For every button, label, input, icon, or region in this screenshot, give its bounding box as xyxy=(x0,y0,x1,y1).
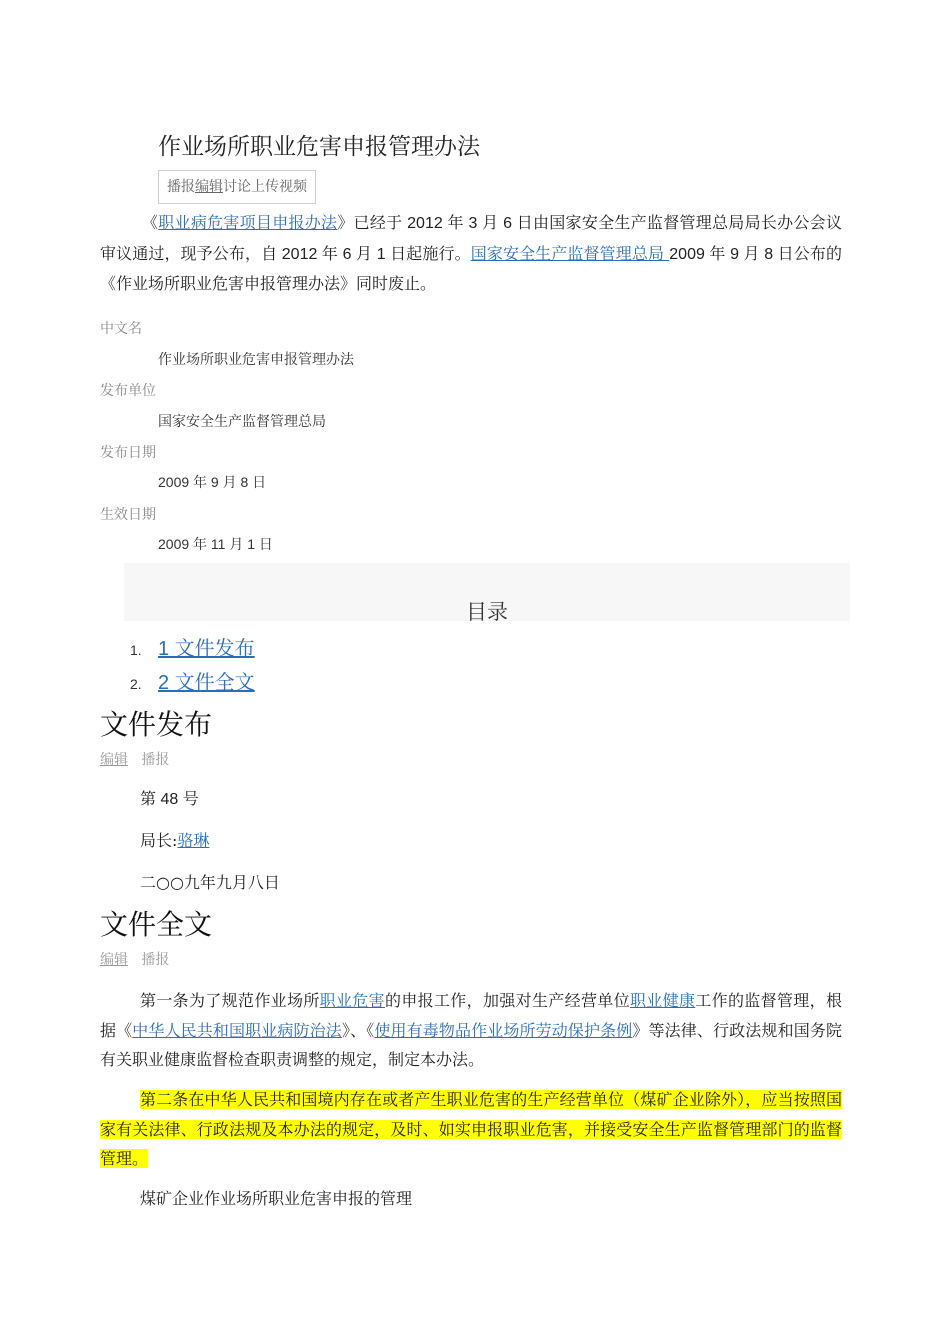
link-occupational-health[interactable]: 职业健康 xyxy=(629,991,696,1010)
toc-link-fulltext[interactable]: 2 文件全文 xyxy=(158,672,255,694)
intro-text: 》已经于 2012 年 3 月 6 日由国家安全生产监督管理总局局长办公会议审议通过，现予公布，自 2012 年 6 月 1 日起施行。 xyxy=(100,215,842,263)
play-button[interactable]: 播报 xyxy=(141,752,170,768)
article-text: 工作的监督管理，根据《 xyxy=(100,991,842,1040)
page-title: 作业场所职业危害申报管理办法 xyxy=(158,134,480,160)
section-actions xyxy=(100,949,169,969)
edit-link[interactable]: 编辑 xyxy=(100,752,128,768)
toc-item[interactable] xyxy=(130,632,255,661)
article-text: 第一条为了规范作业场所 xyxy=(140,991,320,1010)
intro-paragraph xyxy=(100,208,842,300)
play-button[interactable]: 播报 xyxy=(141,952,170,968)
link-occupational-disease-law[interactable]: 中华人民共和国职业病防治法 xyxy=(132,1020,342,1040)
article-1 xyxy=(100,986,842,1075)
info-value: 国家安全生产监督管理总局 xyxy=(158,414,326,430)
toc-index: 1. xyxy=(130,642,142,658)
info-key: 生效日期 xyxy=(100,507,156,523)
intro-text: 2009 年 9 月 8 日公布的《作业场所职业危害申报管理办法》同时废止。 xyxy=(100,245,842,293)
toc-item[interactable] xyxy=(130,666,255,695)
article-text: 的申报工作，加强对生产经营单位 xyxy=(384,991,630,1010)
info-value: 作业场所职业危害申报管理办法 xyxy=(158,352,354,368)
intro-text: 《 xyxy=(142,213,159,232)
section-heading-fulltext: 文件全文 xyxy=(100,908,213,941)
toc-link-publish[interactable]: 1 文件发布 xyxy=(158,638,255,660)
publish-date: 二○○九年九月八日 xyxy=(140,873,280,892)
section-actions xyxy=(100,749,169,769)
info-key: 发布单位 xyxy=(100,383,156,399)
toolbar xyxy=(158,170,316,204)
upload-video-button[interactable]: 上传视频 xyxy=(251,179,307,195)
director-line xyxy=(140,828,209,851)
discuss-button[interactable]: 讨论 xyxy=(223,179,251,195)
highlighted-text: 第二条在中华人民共和国境内存在或者产生职业危害的生产经营单位（煤矿企业除外），应当按照国家有关法律、行政法规及本办法的规定，及时、如实申报职业危害，并接受安全生产监督管理部门的监督管理。 xyxy=(100,1090,842,1168)
info-key: 发布日期 xyxy=(100,445,156,461)
info-key: 中文名 xyxy=(100,321,142,337)
link-occupational-hazard[interactable]: 职业危害 xyxy=(319,991,385,1010)
info-value: 2009 年 9 月 8 日 xyxy=(158,474,267,490)
article-2 xyxy=(100,1085,842,1174)
doc-number: 第 48 号 xyxy=(140,791,199,808)
director-label: 局长: xyxy=(140,831,178,850)
section-heading-publish: 文件发布 xyxy=(100,708,213,741)
director-link[interactable]: 骆琳 xyxy=(177,831,210,850)
intro-link-safety-admin[interactable]: 国家安全生产监督管理总局 xyxy=(470,243,670,263)
article-3: 煤矿企业作业场所职业危害申报的管理 xyxy=(140,1189,413,1208)
link-toxic-substances-regulation[interactable]: 使用有毒物品作业场所劳动保护条例 xyxy=(374,1020,633,1040)
article-text: 》等法律、行政法规和国务院有关职业健康监督检查职责调整的规定，制定本办法。 xyxy=(100,1020,842,1069)
toc-title: 目录 xyxy=(466,600,508,624)
play-button[interactable]: 播报 xyxy=(167,179,195,195)
article-text: 》、《 xyxy=(341,1020,375,1040)
edit-link[interactable]: 编辑 xyxy=(100,952,128,968)
intro-link-declaration-measures[interactable]: 职业病危害项目申报办法 xyxy=(158,213,338,232)
info-value: 2009 年 11 月 1 日 xyxy=(158,536,273,552)
toc-index: 2. xyxy=(130,676,142,692)
edit-link[interactable]: 编辑 xyxy=(195,179,223,195)
